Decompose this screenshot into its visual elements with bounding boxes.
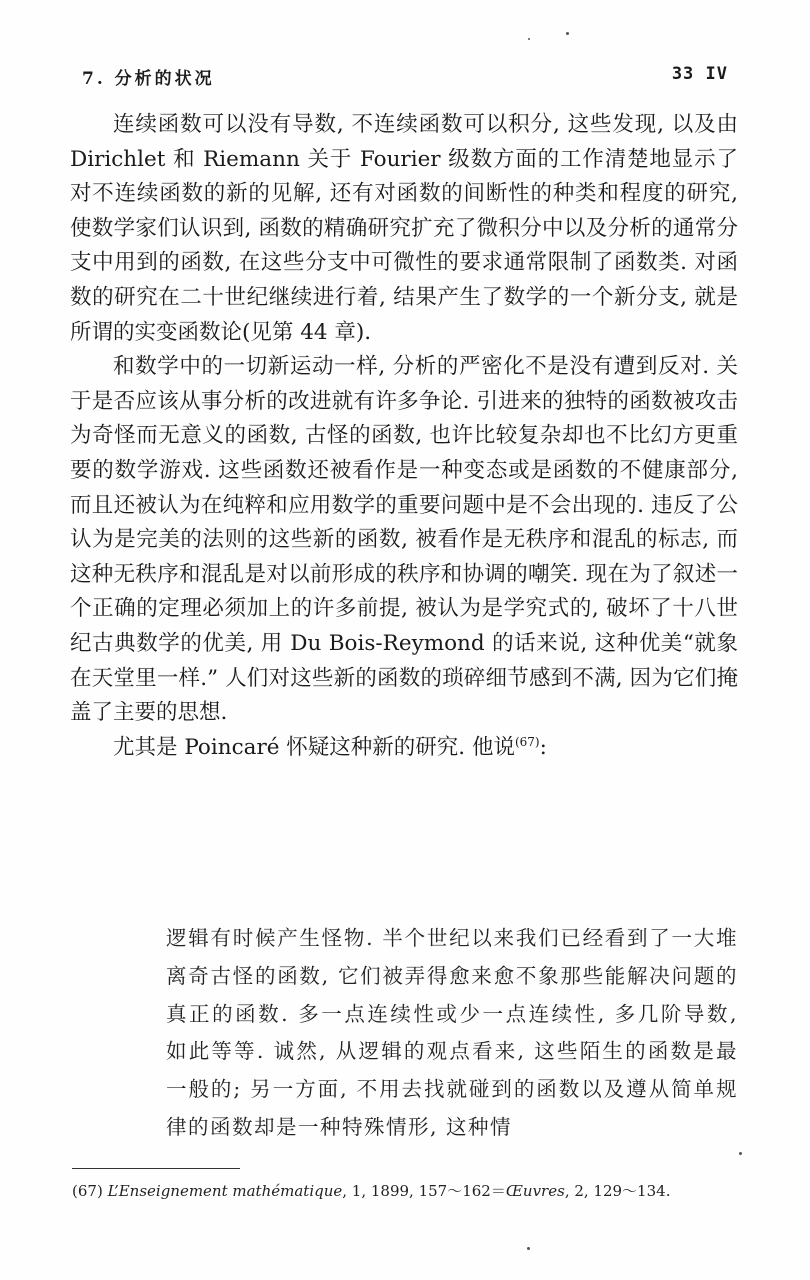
footnote-pages: , 2, 129～134. [564,1182,671,1200]
paragraph-3 [70,731,738,766]
footnote-source: L’Enseignement mathématique [107,1182,343,1200]
footnote-ref[interactable]: (67) [514,734,540,749]
body-text [70,108,738,765]
footnote-number: (67) [72,1182,103,1200]
block-quote [166,920,738,1147]
scan-speck [566,32,569,35]
footnote [72,1180,752,1202]
scan-speck [739,1152,742,1155]
quote-text: 逻辑有时候产生怪物. 半个世纪以来我们已经看到了一大堆离奇古怪的函数, 它们被弄得愈来愈不象那些能解决问题的真正的函数. 多一点连续性或少一点连续性, 多几阶导数, 如此等等. 诚然, 从逻辑的观点看来, 这些陌生的函数是最一般的; 另一方面, 不用去找就碰到的函数以及遵从简单规律的函数却是一种特殊情形, 这种情 [166,926,738,1139]
scan-speck [527,1247,530,1250]
section-title: 7. 分析的状况 [82,69,215,89]
paragraph-2: 和数学中的一切新运动一样, 分析的严密化不是没有遭到反对. 关于是否应该从事分析的改进就有许多争论. 引进来的独特的函数被攻击为奇怪而无意义的函数, 古怪的函数, 也许比较复杂却也不比幻方更重要的数学游戏. 这些函数还被看作是一种变态或是函数的不健康部分, 而且还被认为在纯粹和应用数学的重要问题中是不会出现的. 违反了公认为是完美的法则的这些新的函数, 被看作是无秩序和混乱的标志, 而这种无秩序和混乱是对以前形成的秩序和协调的嘲笑. 现在为了叙述一个正确的定理必须加上的许多前提, 被认为是学究式的, 破坏了十八世纪古典数学的优美, 用 Du Bois-Reymond 的话来说, 这种优美“就象在天堂里一样.” 人们对这些新的函数的琐碎细节感到不满, 因为它们掩盖了主要的思想. [70,354,738,726]
scan-speck [528,38,530,40]
page-number: 33 IV [671,64,728,84]
footnote-divider [72,1168,240,1169]
quote-intro-colon: : [539,734,547,760]
running-header [82,64,728,90]
footnote-details: , 1, 1899, 157～162＝ [342,1182,506,1200]
footnote-works: Œuvres [505,1182,565,1200]
paragraph-1: 连续函数可以没有导数, 不连续函数可以积分, 这些发现, 以及由 Dirichlet 和 Riemann 关于 Fourier 级数方面的工作清楚地显示了对不连续函数的新的见解, 还有对函数的间断性的种类和程度的研究, 使数学家们认识到, 函数的精确研究扩充了微积分中以及分析的通常分支中用到的函数, 在这些分支中可微性的要求通常限制了函数类. 对函数的研究在二十世纪继续进行着, 结果产生了数学的一个新分支, 就是所谓的实变函数论(见第 44 章). [70,112,738,345]
quote-intro: 尤其是 Poincaré 怀疑这种新的研究. 他说 [113,734,515,760]
